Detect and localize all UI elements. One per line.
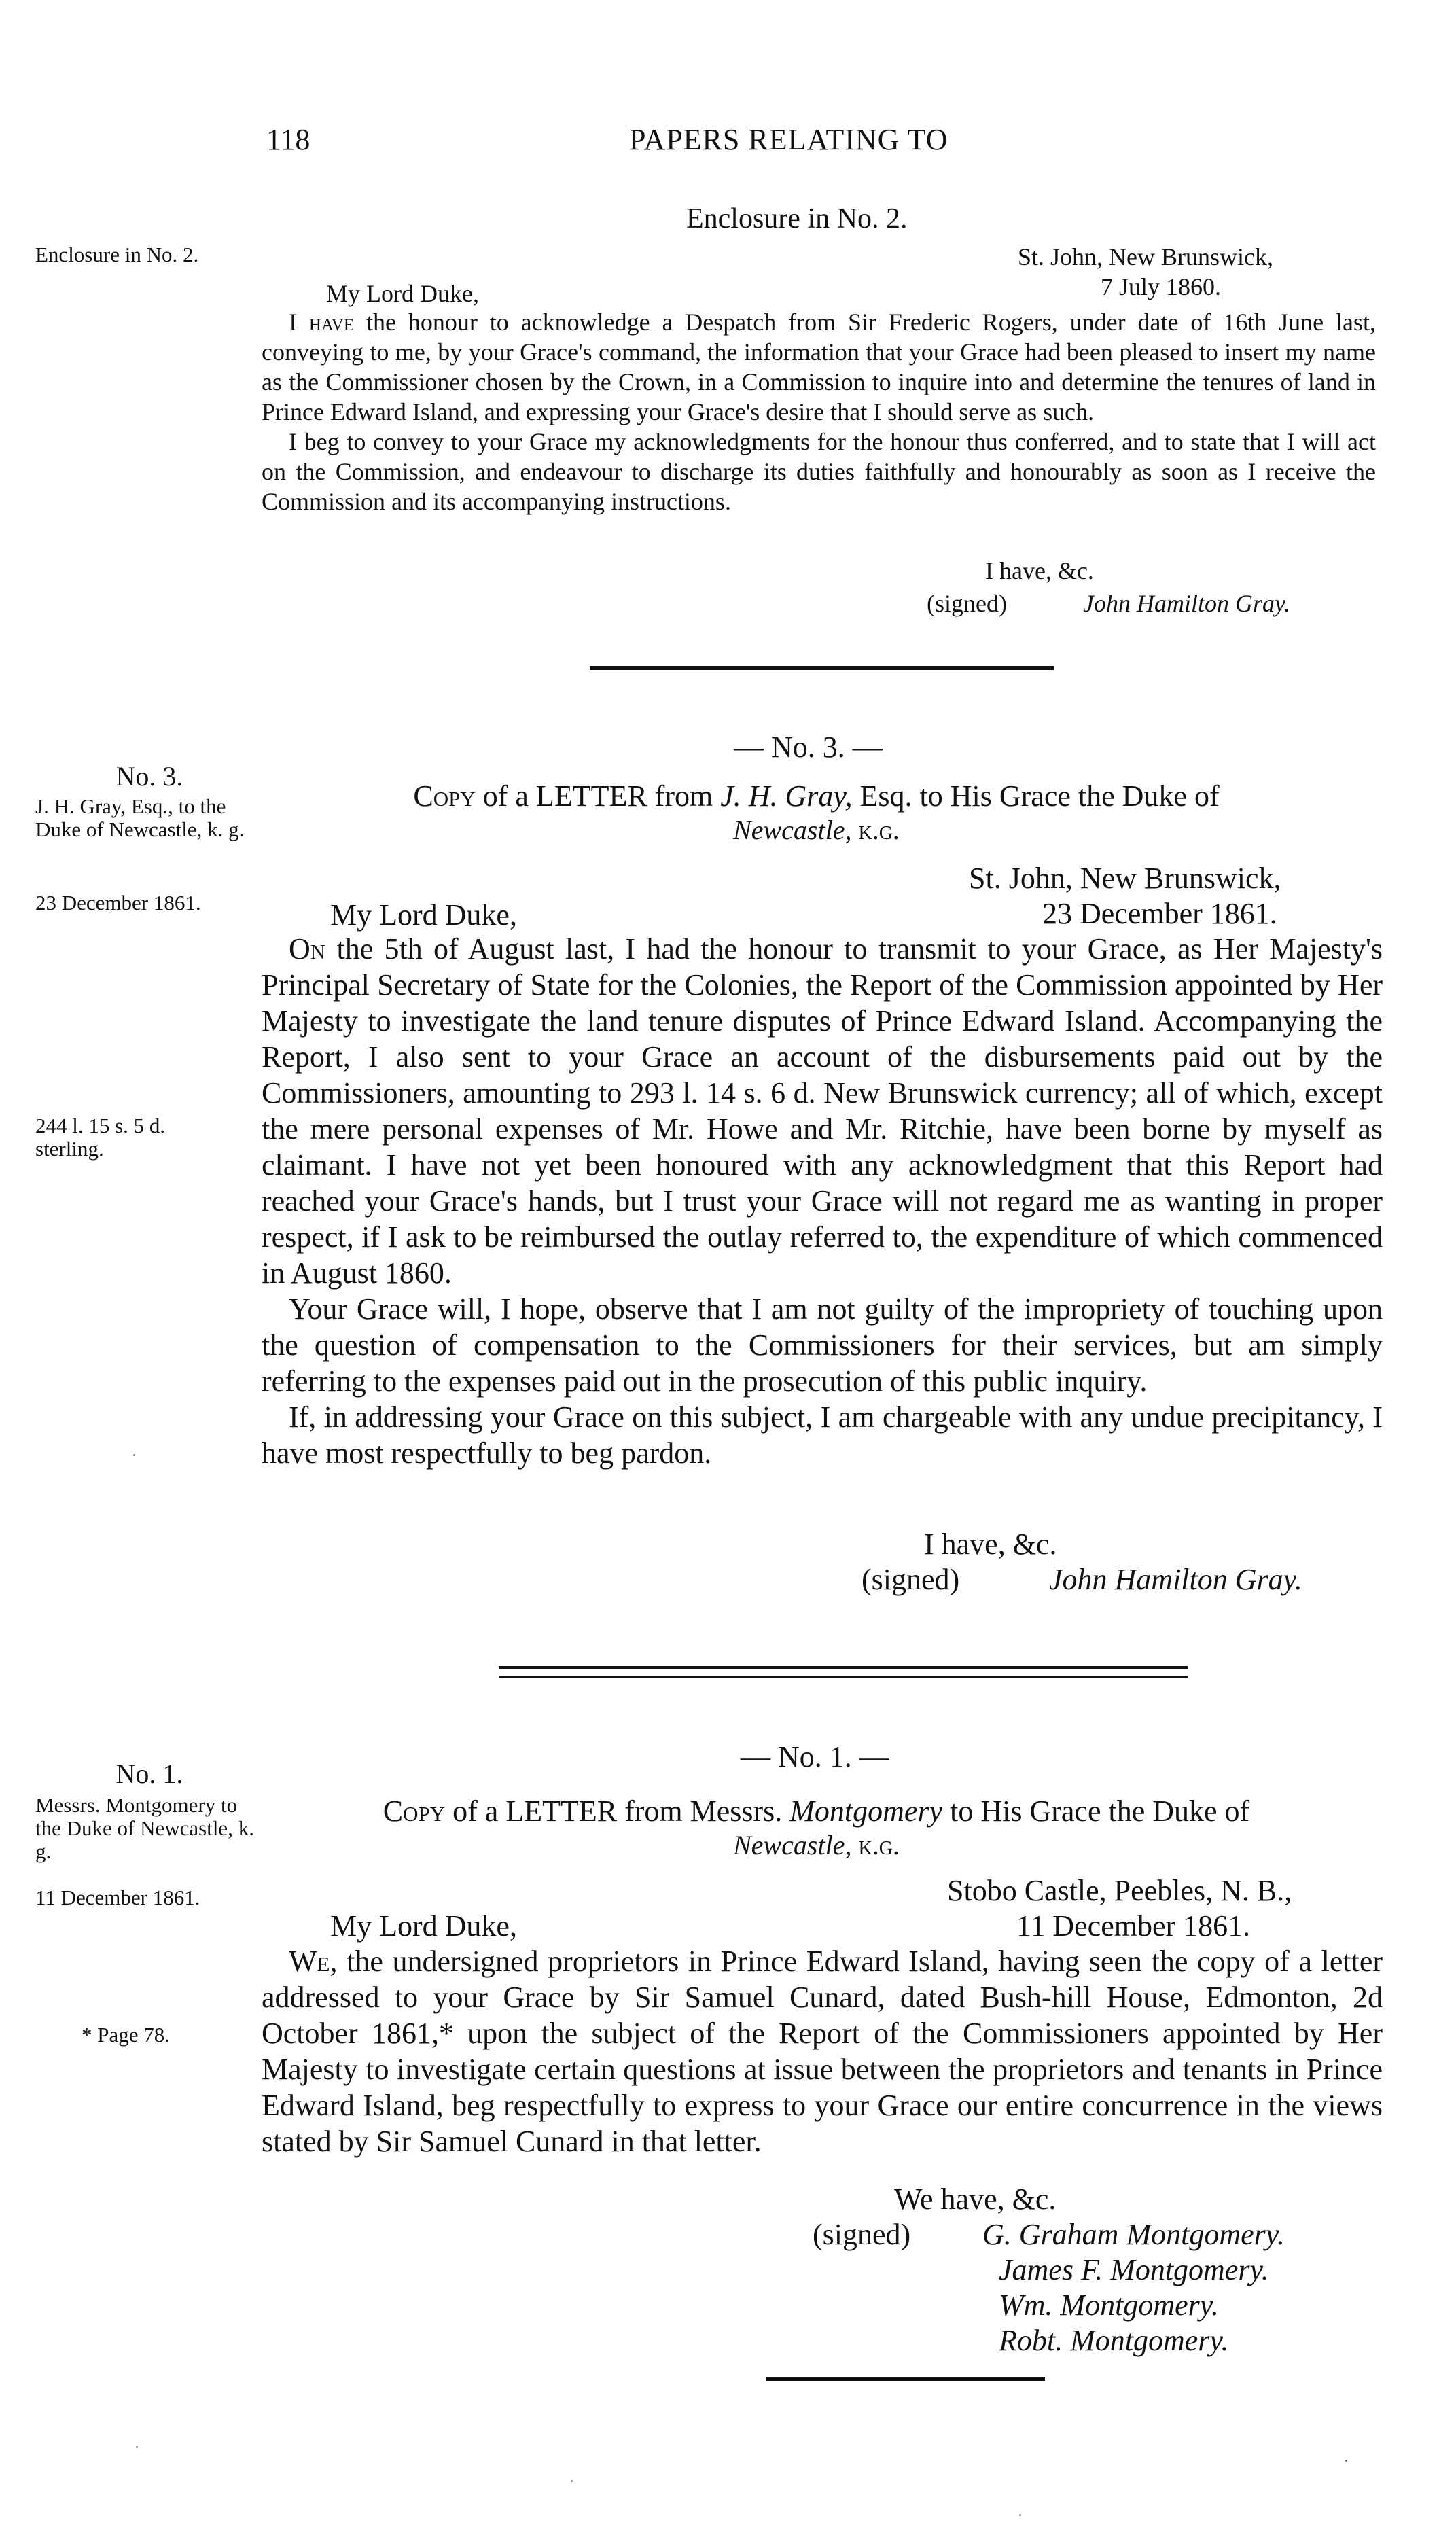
- no3-margin-date: 23 December 1861.: [35, 891, 201, 915]
- no1-signature-1: G. Graham Montgomery.: [982, 2218, 1285, 2251]
- no3-date: 23 December 1861.: [1042, 897, 1277, 930]
- no1-heading: — No. 1. —: [741, 1740, 889, 1773]
- double-rule-top: [499, 1666, 1188, 1669]
- no1-title-name: Montgomery: [789, 1794, 943, 1828]
- enclosure-body: [262, 307, 1376, 516]
- enclosure-signature: John Hamilton Gray.: [1083, 590, 1290, 617]
- enclosure-place: St. John, New Brunswick,: [1018, 243, 1273, 270]
- section-divider: [590, 666, 1054, 670]
- no1-body: [262, 1943, 1383, 2159]
- no1-margin-date: 11 December 1861.: [35, 1886, 200, 1909]
- no1-title-line2-kg: k.g.: [851, 1830, 900, 1860]
- no3-margin-number: No. 3.: [116, 761, 183, 792]
- no3-title-copy: Copy: [413, 779, 476, 813]
- no3-heading: — No. 3. —: [734, 730, 883, 764]
- enclosure-signed: (signed): [927, 590, 1007, 617]
- no3-paragraph-2: Your Grace will, I hope, observe that I am not guilty of the impropriety of touching upon the question of compensation to the Commissioners for their services, but am simply referring to the expenses paid out in the prosecution of this public inquiry.: [262, 1292, 1383, 1398]
- no3-body: [262, 931, 1383, 1471]
- no1-title-copy: Copy: [383, 1794, 446, 1828]
- no1-title-rest: to His Grace the Duke of: [942, 1794, 1250, 1828]
- scan-speck: [136, 2446, 138, 2448]
- no1-closing: We have, &c.: [894, 2182, 1057, 2216]
- no3-title-line2-kg: k.g.: [851, 815, 900, 845]
- no1-margin-page-ref: * Page 78.: [82, 2023, 171, 2047]
- running-title: PAPERS RELATING TO: [629, 123, 948, 156]
- no1-place: Stobo Castle, Peebles, N. B.,: [947, 1874, 1292, 1907]
- no3-title-rest: Esq. to His Grace the Duke of: [852, 779, 1220, 813]
- no1-signature-4: Robt. Montgomery.: [999, 2324, 1229, 2357]
- no3-paragraph-1: [262, 931, 1383, 1291]
- enclosure-salutation: My Lord Duke,: [326, 280, 479, 307]
- no1-signature-2: James F. Montgomery.: [999, 2253, 1269, 2286]
- no1-date: 11 December 1861.: [1016, 1909, 1251, 1943]
- no1-margin-description: Messrs. Montgomery to the Duke of Newcastle, k. g.: [35, 1793, 254, 1863]
- no1-signature-3: Wm. Montgomery.: [999, 2288, 1219, 2322]
- no1-signed: (signed): [813, 2218, 911, 2251]
- no3-paragraph-3: If, in addressing your Grace on this subject, I am chargeable with any undue precipitancy, I have most respectfully to beg pardon.: [262, 1400, 1383, 1470]
- scan-speck: [571, 2480, 573, 2482]
- no3-signed: (signed): [862, 1563, 960, 1596]
- no3-title-mid: of a LETTER from: [475, 779, 721, 813]
- no3-title-line2-name: Newcastle,: [733, 815, 852, 845]
- no3-closing: I have, &c.: [924, 1527, 1057, 1561]
- no1-paragraph-1: [262, 1943, 1383, 2159]
- no3-title-line2: [0, 814, 1456, 846]
- enclosure-para1-text: the honour to acknowledge a Despatch from Sir Frederic Rogers, under date of 16th June last, conveying to me, by your Grace's command, the information that your Grace had been pleased to insert my name as the Commissioner chosen by the Crown, in a Commission to inquire into and determine the tenures of land in Prince Edward Island, and expressing your Grace's desire that I should serve as such.: [262, 308, 1376, 425]
- no3-margin-description: J. H. Gray, Esq., to the Duke of Newcastle, k. g.: [35, 794, 245, 841]
- page-number: 118: [266, 123, 310, 156]
- no1-title-line2: [0, 1829, 1456, 1861]
- scan-speck: [1019, 2514, 1021, 2516]
- no3-title: [0, 779, 1456, 813]
- no1-para1-text: the undersigned proprietors in Prince Edward Island, having seen the copy of a letter addressed to your Grace by Sir Samuel Cunard, dated Bush-hill House, Edmonton, 2d October 1861,* upon the subject of the Report of the Commissioners appointed by Her Majesty to investigate certain questions at issue between the proprietors and tenants in Prince Edward Island, beg respectfully to express to your Grace our entire concurrence in the views stated by Sir Samuel Cunard in that letter.: [262, 1945, 1383, 2158]
- no1-para1-initial: We,: [289, 1945, 338, 1978]
- enclosure-margin-note: Enclosure in No. 2.: [35, 243, 199, 266]
- no1-title-mid: of a LETTER from Messrs.: [445, 1794, 790, 1828]
- enclosure-date: 7 July 1860.: [1101, 273, 1222, 300]
- no3-salutation: My Lord Duke,: [330, 898, 517, 932]
- no1-title: [0, 1794, 1456, 1828]
- no1-margin-number: No. 1.: [116, 1758, 183, 1789]
- scan-speck: [133, 1454, 135, 1456]
- scan-speck: [1345, 2460, 1347, 2462]
- no3-margin-amount: 244 l. 15 s. 5 d. sterling.: [35, 1114, 166, 1161]
- no1-title-line2-name: Newcastle,: [733, 1830, 852, 1860]
- no3-para1-text: the 5th of August last, I had the honour to transmit to your Grace, as Her Majesty's Principal Secretary of State for the Colonies, the Report of the Commission appointed by Her Majesty to investigate the land tenure disputes of Prince Edward Island. Accompanying the Report, I also sent to your Grace an account of the disbursements paid out by the Commissioners, amounting to 293 l. 14 s. 6 d. New Brunswick currency; all of which, except the mere personal expenses of Mr. Howe and Mr. Ritchie, have been borne by myself as claimant. I have not yet been honoured with any acknowledgment that this Report had reached your Grace's hands, but I trust your Grace will not regard me as wanting in proper respect, if I ask to be reimbursed the outlay referred to, the expenditure of which commenced in August 1860.: [262, 932, 1383, 1290]
- double-rule-bottom: [499, 1676, 1188, 1678]
- no3-para1-initial: On: [289, 932, 326, 966]
- end-rule: [766, 2377, 1045, 2381]
- no1-salutation: My Lord Duke,: [330, 1909, 517, 1943]
- no3-place: St. John, New Brunswick,: [969, 862, 1281, 895]
- enclosure-para1-initial: I have: [289, 308, 355, 336]
- no3-title-name: J. H. Gray,: [720, 779, 853, 813]
- enclosure-heading: Enclosure in No. 2.: [686, 203, 908, 234]
- no3-signature: John Hamilton Gray.: [1049, 1563, 1302, 1596]
- enclosure-closing: I have, &c.: [985, 557, 1094, 584]
- enclosure-paragraph-2: I beg to convey to your Grace my acknowledgments for the honour thus conferred, and to state that I will act on the Commission, and endeavour to discharge its duties faithfully and honourably as soon as I receive the Commission and its accompanying instructions.: [262, 428, 1376, 515]
- enclosure-paragraph-1: [262, 307, 1376, 427]
